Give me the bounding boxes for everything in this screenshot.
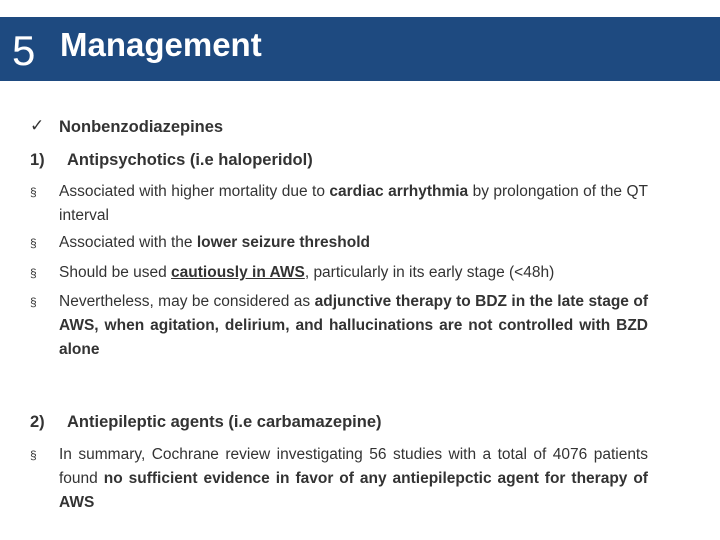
bullet-cochrane: In summary, Cochrane review investigating 56 studies with a total of 4076 patients found no sufficient evidence in favor of any antiepilepctic agent for therapy of AWS xyxy=(59,446,648,511)
section1-number: 1) xyxy=(30,151,45,169)
checkmark-icon: ✓ xyxy=(30,116,45,135)
section2-number: 2) xyxy=(30,413,45,431)
bullet-icon: § xyxy=(30,448,37,462)
section2-heading: Antiepileptic agents (i.e carbamazepine) xyxy=(67,413,382,431)
bullet-icon: § xyxy=(30,185,37,199)
slide-number: 5 xyxy=(12,27,36,74)
bullet-cautious: Should be used cautiously in AWS, particularly in its early stage (<48h) xyxy=(59,264,555,281)
bullet-cardiac: Associated with higher mortality due to cardiac arrhythmia by prolongation of the QT interval xyxy=(59,183,648,224)
bullet-icon: § xyxy=(30,295,37,309)
bullet-icon: § xyxy=(30,236,37,250)
bullet-seizure: Associated with the lower seizure threshold xyxy=(59,234,370,251)
section1-heading: Antipsychotics (i.e haloperidol) xyxy=(67,151,313,169)
bullet-icon: § xyxy=(30,266,37,280)
slide-title: Management xyxy=(60,26,262,63)
bullet-adjunctive: Nevertheless, may be considered as adjunctive therapy to BDZ in the late stage of AWS, when agitation, delirium, and hallucinations are not controlled with BZD alone xyxy=(59,293,648,358)
section-heading-nonbenzodiazepines: Nonbenzodiazepines xyxy=(59,118,224,136)
